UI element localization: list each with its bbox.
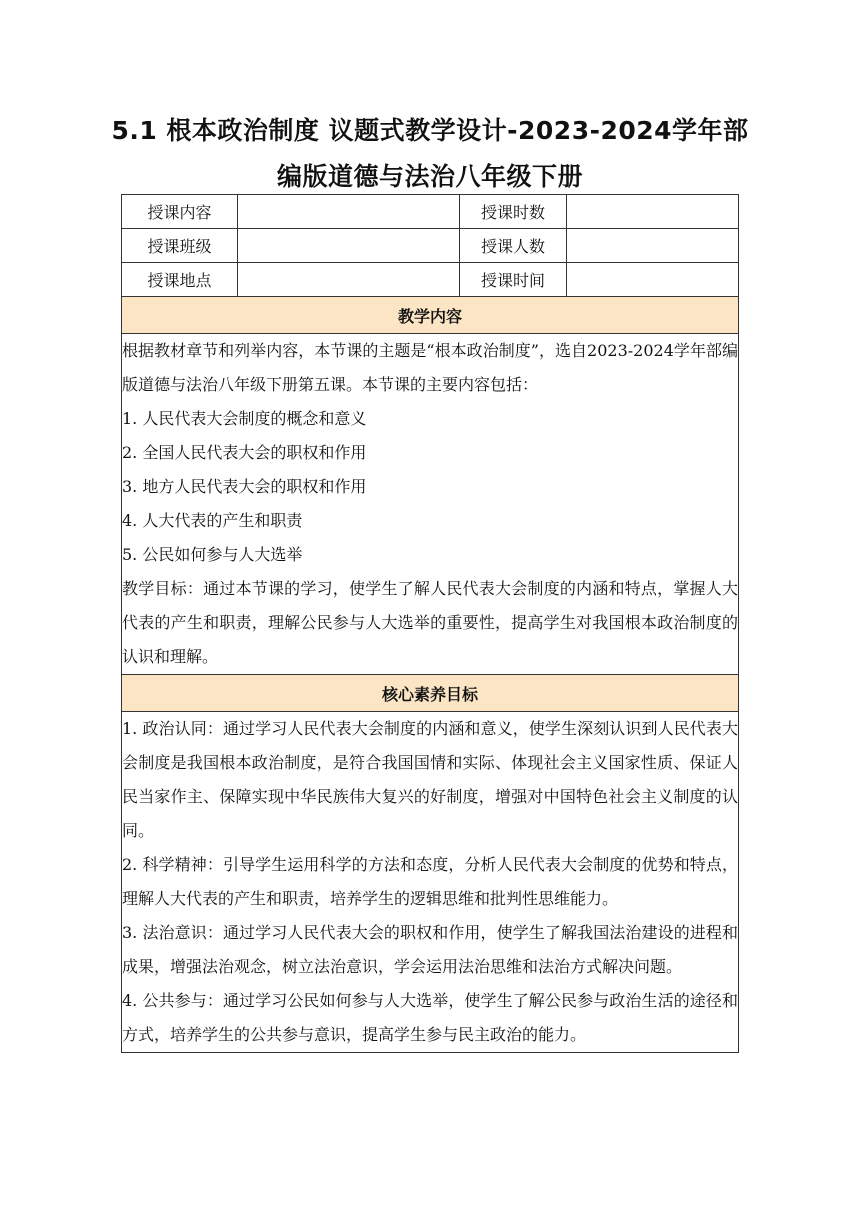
label-student-count: 授课人数	[460, 229, 567, 263]
label-time: 授课时间	[460, 263, 567, 297]
teaching-objective: 教学目标：通过本节课的学习，使学生了解人民代表大会制度的内涵和特点，掌握人大代表的产生和职责，理解公民参与人大选举的重要性，提高学生对我国根本政治制度的认识和理解。	[122, 579, 738, 666]
title-line-1: 5.1 根本政治制度 议题式教学设计-2023-2024学年部	[111, 116, 749, 145]
value-class	[238, 229, 460, 263]
value-time	[567, 263, 739, 297]
label-location: 授课地点	[122, 263, 238, 297]
label-course-hours: 授课时数	[460, 195, 567, 229]
core-literacy-body	[122, 712, 739, 1053]
teaching-content-intro: 根据教材章节和列举内容，本节课的主题是“根本政治制度”，选自2023-2024学年部编版道德与法治八年级下册第五课。本节课的主要内容包括：	[122, 341, 738, 394]
core-literacy-header: 核心素养目标	[122, 675, 739, 712]
teaching-content-row	[122, 334, 739, 675]
section-header-row	[122, 675, 739, 712]
label-class: 授课班级	[122, 229, 238, 263]
title-line-2: 编版道德与法治八年级下册	[276, 162, 583, 191]
document-title	[110, 108, 750, 200]
literacy-item-public-participation: 4. 公共参与：通过学习公民如何参与人大选举，使学生了解公民参与政治生活的途径和方式，培养学生的公共参与意识，提高学生参与民主政治的能力。	[122, 991, 738, 1044]
value-student-count	[567, 229, 739, 263]
content-item-1: 1. 人民代表大会制度的概念和意义	[122, 409, 367, 428]
section-header-row	[122, 297, 739, 334]
content-item-2: 2. 全国人民代表大会的职权和作用	[122, 443, 367, 462]
literacy-item-scientific-spirit: 2. 科学精神：引导学生运用科学的方法和态度，分析人民代表大会制度的优势和特点，理解人大代表的产生和职责，培养学生的逻辑思维和批判性思维能力。	[122, 855, 738, 908]
info-row-location	[122, 263, 739, 297]
teaching-content-body	[122, 334, 739, 675]
value-location	[238, 263, 460, 297]
content-item-5: 5. 公民如何参与人大选举	[122, 545, 303, 564]
teaching-content-header: 教学内容	[122, 297, 739, 334]
label-course-content: 授课内容	[122, 195, 238, 229]
info-row-class	[122, 229, 739, 263]
value-course-hours	[567, 195, 739, 229]
content-item-3: 3. 地方人民代表大会的职权和作用	[122, 477, 367, 496]
content-item-4: 4. 人大代表的产生和职责	[122, 511, 303, 530]
lesson-plan-table	[121, 194, 739, 1053]
value-course-content	[238, 195, 460, 229]
core-literacy-row	[122, 712, 739, 1053]
literacy-item-political-identity: 1. 政治认同：通过学习人民代表大会制度的内涵和意义，使学生深刻认识到人民代表大会制度是我国根本政治制度，是符合我国国情和实际、体现社会主义国家性质、保证人民当家作主、保障实现中华民族伟大复兴的好制度，增强对中国特色社会主义制度的认同。	[122, 719, 738, 840]
literacy-item-rule-of-law: 3. 法治意识：通过学习人民代表大会的职权和作用，使学生了解我国法治建设的进程和成果，增强法治观念，树立法治意识，学会运用法治思维和法治方式解决问题。	[122, 923, 738, 976]
info-row-content	[122, 195, 739, 229]
